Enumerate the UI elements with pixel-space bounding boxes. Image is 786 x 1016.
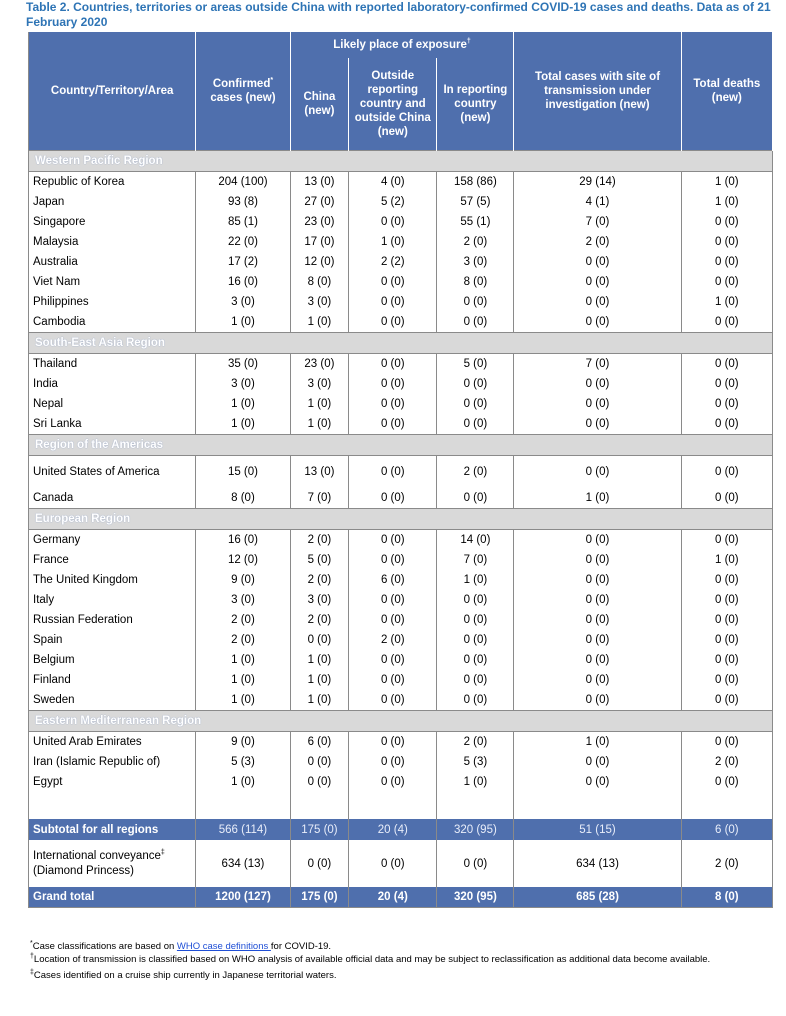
table-row [29,192,773,212]
row-label: Subtotal for all regions [29,819,196,840]
table-cell: 0 (0) [349,212,437,232]
row-label: Iran (Islamic Republic of) [29,752,196,772]
header-china: China (new) [290,58,348,150]
subtotal-row [29,819,773,840]
table-cell: 1 (0) [290,690,348,711]
row-label: Singapore [29,212,196,232]
empty-cell [29,792,196,819]
table-row [29,212,773,232]
table-cell: 0 (0) [514,312,681,333]
row-label: Germany [29,530,196,551]
row-label: Republic of Korea [29,172,196,193]
table-cell: 0 (0) [349,354,437,375]
table-cell: 1 (0) [196,650,290,670]
table-cell: 2 (0) [290,610,348,630]
table-cell: 5 (0) [290,550,348,570]
table-cell: 2 (0) [437,732,514,753]
table-cell: 8 (0) [681,887,772,908]
table-cell: 2 (0) [437,232,514,252]
region-row [29,151,773,172]
table-row [29,630,773,650]
table-cell: 2 (0) [514,232,681,252]
spacer-row [29,792,773,819]
header-likely-exposure: Likely place of exposure† [290,32,514,58]
table-cell: 175 (0) [290,819,348,840]
table-cell: 6 (0) [349,570,437,590]
header-country: Country/Territory/Area [29,32,196,151]
table-cell: 1 (0) [196,690,290,711]
row-label: Japan [29,192,196,212]
table-cell: 0 (0) [681,570,772,590]
table-cell: 0 (0) [349,414,437,435]
table-cell: 0 (0) [681,690,772,711]
table-cell: 20 (4) [349,887,437,908]
table-cell: 566 (114) [196,819,290,840]
table-cell: 634 (13) [196,840,290,887]
table-cell: 8 (0) [196,488,290,509]
table-cell: 1 (0) [514,732,681,753]
region-row [29,333,773,354]
table-cell: 1 (0) [196,394,290,414]
empty-cell [290,792,348,819]
table-cell: 2 (0) [349,630,437,650]
table-cell: 0 (0) [437,414,514,435]
table-cell: 55 (1) [437,212,514,232]
table-cell: 1 (0) [290,670,348,690]
table-row [29,374,773,394]
table-cell: 3 (0) [196,292,290,312]
table-cell: 4 (1) [514,192,681,212]
empty-cell [681,792,772,819]
table-cell: 0 (0) [437,690,514,711]
table-cell: 1 (0) [437,772,514,792]
table-cell: 0 (0) [349,752,437,772]
table-cell: 0 (0) [681,312,772,333]
table-cell: 5 (3) [196,752,290,772]
table-cell: 0 (0) [437,488,514,509]
header-confirmed: Confirmed* cases (new) [196,32,290,151]
table-cell: 1 (0) [290,312,348,333]
table-cell: 1 (0) [681,172,772,193]
table-cell: 685 (28) [514,887,681,908]
table-cell: 0 (0) [290,752,348,772]
table-cell: 320 (95) [437,819,514,840]
table-row [29,690,773,711]
table-cell: 5 (2) [349,192,437,212]
table-cell: 0 (0) [514,752,681,772]
table-cell: 0 (0) [349,488,437,509]
who-case-definitions-link[interactable]: WHO case definitions [176,941,271,952]
footnote-2: †Location of transmission is classified based on WHO analysis of available official data and may be subject to reclassification as additional data become available. [30,952,711,965]
table-cell: 8 (0) [290,272,348,292]
table-cell: 0 (0) [514,530,681,551]
table-cell: 0 (0) [437,610,514,630]
table-cell: 23 (0) [290,354,348,375]
table-row [29,312,773,333]
table-cell: 7 (0) [514,354,681,375]
table-cell: 0 (0) [681,590,772,610]
row-label: Thailand [29,354,196,375]
table-cell: 29 (14) [514,172,681,193]
table-cell: 2 (0) [290,570,348,590]
table-cell: 12 (0) [290,252,348,272]
footnote-3: ‡Cases identified on a cruise ship currently in Japanese territorial waters. [30,968,337,981]
table-cell: 0 (0) [514,610,681,630]
row-label: Finland [29,670,196,690]
table-row [29,292,773,312]
table-cell: 85 (1) [196,212,290,232]
table-header [29,32,773,151]
table-body [29,151,773,908]
table-cell: 1 (0) [681,292,772,312]
table-cell: 0 (0) [514,590,681,610]
row-label: Belgium [29,650,196,670]
table-cell: 0 (0) [681,530,772,551]
table-cell: 0 (0) [349,590,437,610]
table-cell: 3 (0) [290,374,348,394]
table-cell: 158 (86) [437,172,514,193]
empty-cell [514,792,681,819]
table-cell: 3 (0) [290,590,348,610]
row-label: Italy [29,590,196,610]
table-cell: 27 (0) [290,192,348,212]
table-cell: 51 (15) [514,819,681,840]
table-cell: 3 (0) [196,590,290,610]
row-label: France [29,550,196,570]
table-cell: 0 (0) [681,374,772,394]
table-cell: 57 (5) [437,192,514,212]
table-cell: 2 (0) [196,630,290,650]
grand-total-row [29,887,773,908]
table-cell: 320 (95) [437,887,514,908]
table-cell: 0 (0) [514,670,681,690]
table-cell: 0 (0) [349,610,437,630]
row-label: United Arab Emirates [29,732,196,753]
table-cell: 6 (0) [681,819,772,840]
footnote-1: *Case classifications are based on WHO case definitions for COVID-19. [30,939,332,952]
table-cell: 0 (0) [681,610,772,630]
table-cell: 0 (0) [437,374,514,394]
table-cell: 0 (0) [349,690,437,711]
table-cell: 0 (0) [681,488,772,509]
table-cell: 0 (0) [437,670,514,690]
row-label: Nepal [29,394,196,414]
table-cell: 0 (0) [514,570,681,590]
region-row [29,711,773,732]
table-cell: 634 (13) [514,840,681,887]
row-label: Egypt [29,772,196,792]
table-cell: 0 (0) [514,550,681,570]
row-label: India [29,374,196,394]
table-cell: 0 (0) [437,312,514,333]
table-cell: 4 (0) [349,172,437,193]
table-cell: 7 (0) [514,212,681,232]
table-cell: 0 (0) [290,630,348,650]
table-cell: 93 (8) [196,192,290,212]
row-label: Viet Nam [29,272,196,292]
table-cell: 0 (0) [349,292,437,312]
table-row [29,752,773,772]
table-cell: 17 (0) [290,232,348,252]
table-row [29,732,773,753]
table-cell: 1 (0) [196,670,290,690]
table-cell: 0 (0) [681,456,772,489]
row-label: Sri Lanka [29,414,196,435]
table-cell: 9 (0) [196,732,290,753]
table-cell: 0 (0) [681,670,772,690]
table-row [29,456,773,489]
header-under-investigation: Total cases with site of transmission under investigation (new) [514,32,681,151]
row-label: International conveyance‡ (Diamond Princess) [29,840,196,887]
international-conveyance-row [29,840,773,887]
table-cell: 0 (0) [349,840,437,887]
table-row [29,670,773,690]
table-row [29,488,773,509]
table-cell: 16 (0) [196,272,290,292]
table-cell: 1 (0) [290,394,348,414]
row-label: Cambodia [29,312,196,333]
table-cell: 0 (0) [349,550,437,570]
table-cell: 22 (0) [196,232,290,252]
header-outside: Outside reporting country and outside China (new) [349,58,437,150]
table-cell: 1200 (127) [196,887,290,908]
table-cell: 0 (0) [681,630,772,650]
row-label: Russian Federation [29,610,196,630]
row-label: Grand total [29,887,196,908]
header-deaths: Total deaths (new) [681,32,772,151]
table-cell: 0 (0) [514,414,681,435]
table-cell: 0 (0) [437,590,514,610]
table-cell: 0 (0) [349,670,437,690]
table-cell: 0 (0) [681,650,772,670]
table-cell: 16 (0) [196,530,290,551]
table-cell: 1 (0) [681,550,772,570]
table-cell: 8 (0) [437,272,514,292]
table-cell: 20 (4) [349,819,437,840]
table-cell: 0 (0) [349,272,437,292]
table-cell: 1 (0) [290,414,348,435]
table-cell: 1 (0) [196,312,290,333]
region-label: Region of the Americas [29,435,773,456]
table-row [29,172,773,193]
table-cell: 0 (0) [437,650,514,670]
table-cell: 3 (0) [196,374,290,394]
covid-cases-table [28,32,773,908]
row-label: Malaysia [29,232,196,252]
table-cell: 1 (0) [196,772,290,792]
table-cell: 0 (0) [681,354,772,375]
table-cell: 0 (0) [437,630,514,650]
row-label: Australia [29,252,196,272]
table-cell: 5 (3) [437,752,514,772]
table-cell: 0 (0) [681,772,772,792]
table-cell: 0 (0) [514,690,681,711]
region-label: Western Pacific Region [29,151,773,172]
table-cell: 0 (0) [349,312,437,333]
row-label: Canada [29,488,196,509]
table-cell: 0 (0) [437,840,514,887]
table-cell: 0 (0) [437,292,514,312]
table-row [29,570,773,590]
table-cell: 1 (0) [349,232,437,252]
table-cell: 6 (0) [290,732,348,753]
table-cell: 1 (0) [514,488,681,509]
table-cell: 0 (0) [681,414,772,435]
table-cell: 0 (0) [681,272,772,292]
table-cell: 0 (0) [681,252,772,272]
table-cell: 0 (0) [349,530,437,551]
table-row [29,252,773,272]
table-row [29,414,773,435]
row-label: Philippines [29,292,196,312]
table-cell: 7 (0) [290,488,348,509]
region-label: South-East Asia Region [29,333,773,354]
table-cell: 0 (0) [349,650,437,670]
table-cell: 0 (0) [681,232,772,252]
table-row [29,610,773,630]
table-cell: 0 (0) [514,374,681,394]
table-row [29,550,773,570]
table-cell: 23 (0) [290,212,348,232]
table-cell: 0 (0) [681,394,772,414]
header-in-country: In reporting country (new) [437,58,514,150]
table-cell: 13 (0) [290,172,348,193]
table-cell: 0 (0) [349,456,437,489]
region-row [29,509,773,530]
table-cell: 0 (0) [290,772,348,792]
table-cell: 2 (0) [681,752,772,772]
table-cell: 9 (0) [196,570,290,590]
table-cell: 0 (0) [514,252,681,272]
table-cell: 0 (0) [514,630,681,650]
table-cell: 0 (0) [514,772,681,792]
table-row [29,272,773,292]
empty-cell [437,792,514,819]
table-cell: 5 (0) [437,354,514,375]
row-label: Spain [29,630,196,650]
table-cell: 0 (0) [514,272,681,292]
table-cell: 0 (0) [514,292,681,312]
table-cell: 0 (0) [290,840,348,887]
empty-cell [196,792,290,819]
table-cell: 14 (0) [437,530,514,551]
table-cell: 0 (0) [514,456,681,489]
row-label: The United Kingdom [29,570,196,590]
table-cell: 0 (0) [349,732,437,753]
table-title: Table 2. Countries, territories or areas outside China with reported laboratory-confirmed COVID-19 cases and deaths. Data as of 21 February 2020 [26,0,771,29]
table-row [29,354,773,375]
table-cell: 1 (0) [437,570,514,590]
table-cell: 175 (0) [290,887,348,908]
table-cell: 2 (0) [290,530,348,551]
table-cell: 0 (0) [514,394,681,414]
table-cell: 2 (0) [437,456,514,489]
table-cell: 3 (0) [290,292,348,312]
table-cell: 1 (0) [290,650,348,670]
table-cell: 0 (0) [514,650,681,670]
region-row [29,435,773,456]
table-cell: 1 (0) [681,192,772,212]
table-cell: 2 (0) [196,610,290,630]
table-cell: 15 (0) [196,456,290,489]
table-cell: 17 (2) [196,252,290,272]
empty-cell [349,792,437,819]
region-label: European Region [29,509,773,530]
table-cell: 0 (0) [681,732,772,753]
table-cell: 12 (0) [196,550,290,570]
table-cell: 0 (0) [349,772,437,792]
table-row [29,394,773,414]
table-cell: 13 (0) [290,456,348,489]
table-cell: 35 (0) [196,354,290,375]
table-row [29,590,773,610]
table-cell: 1 (0) [196,414,290,435]
table-cell: 3 (0) [437,252,514,272]
footnotes [30,940,760,982]
table-row [29,232,773,252]
table-cell: 0 (0) [437,394,514,414]
table-row [29,530,773,551]
table-cell: 0 (0) [681,212,772,232]
table-row [29,772,773,792]
region-label: Eastern Mediterranean Region [29,711,773,732]
table-cell: 2 (2) [349,252,437,272]
table-row [29,650,773,670]
row-label: United States of America [29,456,196,489]
table-cell: 2 (0) [681,840,772,887]
table-cell: 0 (0) [349,394,437,414]
table-cell: 204 (100) [196,172,290,193]
table-cell: 7 (0) [437,550,514,570]
row-label: Sweden [29,690,196,711]
table-cell: 0 (0) [349,374,437,394]
